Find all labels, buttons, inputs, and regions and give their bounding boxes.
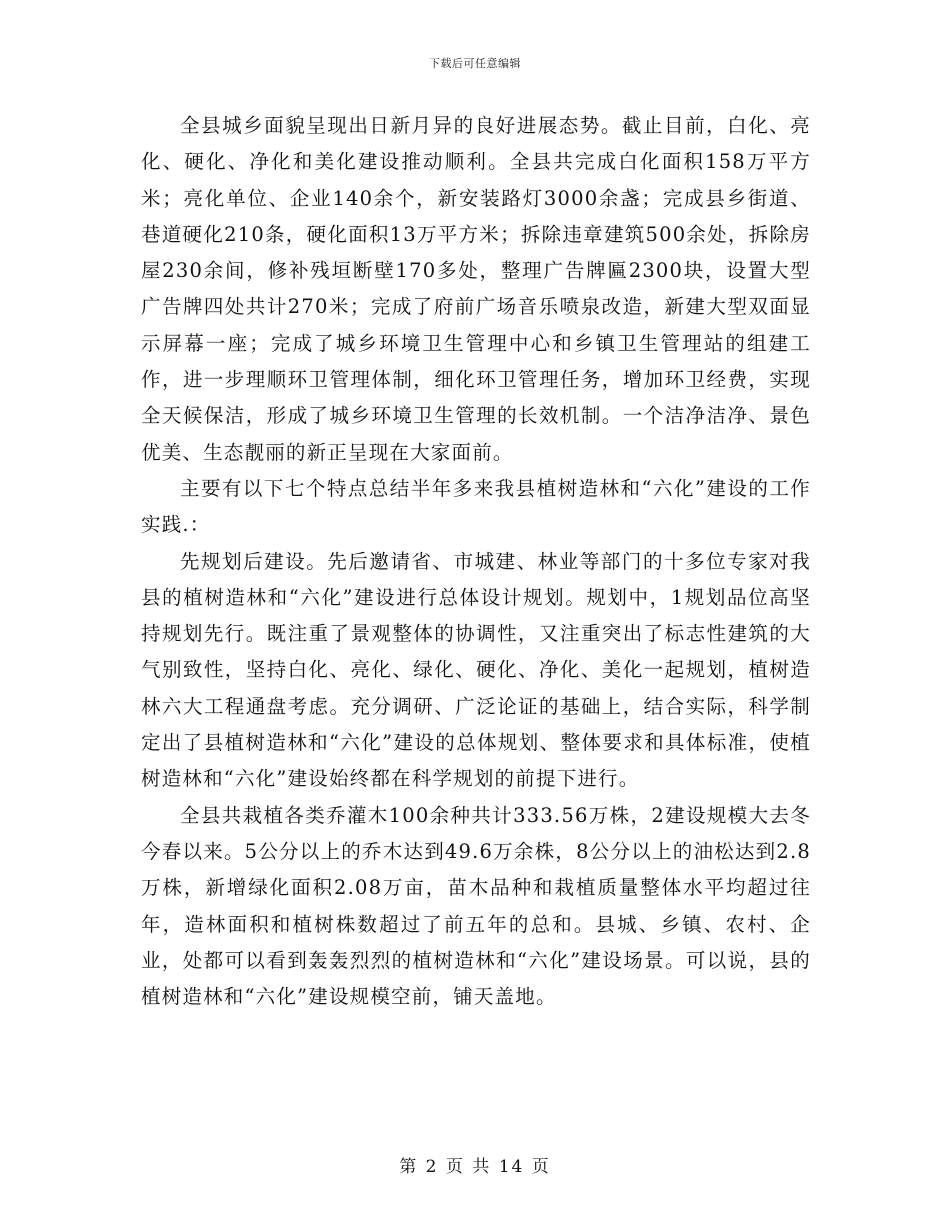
paragraph-planning-first: 先规划后建设。先后邀请省、市城建、林业等部门的十多位专家对我县的植树造林和“六化”建设进行总体设计规划。规划中，1规划品位高坚持规划先行。既注重了景观整体的协调性，又注重突出了标志性建筑的大气别致性，坚持白化、亮化、绿化、硬化、净化、美化一起规划，植树造林六大工程通盘考虑。充分调研、广泛论证的基础上，结合实际，科学制定出了县植树造林和“六化”建设的总体规划、整体要求和具体标准，使植树造林和“六化”建设始终都在科学规划的前提下进行。: [141, 549, 811, 791]
document-body: [141, 108, 811, 1015]
paragraph-seven-features-intro: 主要有以下七个特点总结半年多来我县植树造林和“六化”建设的工作实践.：: [141, 476, 811, 537]
paragraph-construction-scale: 全县共栽植各类乔灌木100余种共计333.56万株，2建设规模大去冬今春以来。5公分以上的乔木达到49.6万余株，8公分以上的油松达到2.8万株，新增绿化面积2.08万亩，苗木品种和栽植质量整体水平均超过往年，造林面积和植树株数超过了前五年的总和。县城、乡镇、农村、企业，处都可以看到轰轰烈烈的植树造林和“六化”建设场景。可以说，县的植树造林和“六化”建设规模空前，铺天盖地。: [141, 803, 811, 1009]
header-note: 下载后可任意编辑: [429, 57, 521, 70]
page-number: 第 2 页 共 14 页: [399, 1157, 551, 1177]
paragraph-urban-progress: 全县城乡面貌呈现出日新月异的良好进展态势。截止目前，白化、亮化、硬化、净化和美化建设推动顺利。全县共完成白化面积158万平方米；亮化单位、企业140余个，新安装路灯3000余盏；完成县乡街道、巷道硬化210条，硬化面积13万平方米；拆除违章建筑500余处，拆除房屋230余间，修补残垣断壁170多处，整理广告牌匾2300块，设置大型广告牌四处共计270米；完成了府前广场音乐喷泉改造，新建大型双面显示屏幕一座；完成了城乡环境卫生管理中心和乡镇卫生管理站的组建工作，进一步理顺环卫管理体制，细化环卫管理任务，增加环卫经费，实现全天候保洁，形成了城乡环境卫生管理的长效机制。一个洁净洁净、景色优美、生态靓丽的新正呈现在大家面前。: [141, 114, 811, 464]
